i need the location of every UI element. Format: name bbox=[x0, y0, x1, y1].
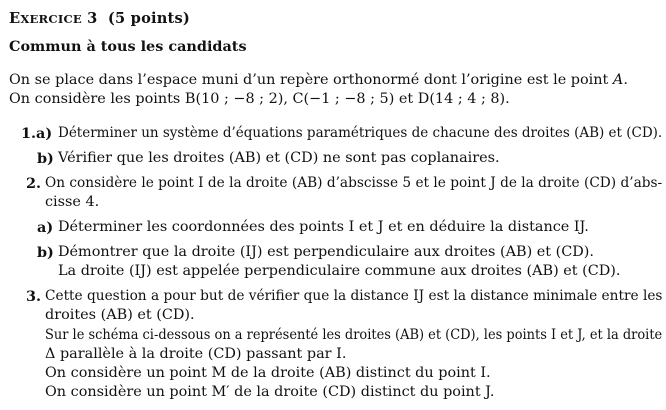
exercise-subtitle: Commun à tous les candidats bbox=[9, 38, 247, 55]
q1b-text: Vérifier que les droites (AB) et (CD) ne sont pas coplanaires. bbox=[58, 150, 500, 166]
q3-line-1: Cette question a pour but de vérifier que la distance IJ est la distance minimale entre les bbox=[45, 288, 663, 304]
q2b-text: Démontrer que la droite (IJ) est perpendiculaire aux droites (AB) et (CD). bbox=[58, 244, 594, 260]
q2b-text-2: La droite (IJ) est appelée perpendiculaire commune aux droites (AB) et (CD). bbox=[58, 263, 621, 279]
q2-text-line-1: On considère le point I de la droite (AB) d’abscisse 5 et le point J de la droite (CD) d’abs- bbox=[45, 175, 663, 191]
intro-line-1-end: . bbox=[623, 72, 628, 88]
q3-line-2: droites (AB) et (CD). bbox=[45, 307, 195, 323]
q2a-label: a) bbox=[37, 219, 54, 236]
q2a-text: Déterminer les coordonnées des points I et J et en déduire la distance IJ. bbox=[58, 219, 589, 235]
q2-text-line-2: cisse 4. bbox=[45, 194, 100, 210]
title-rest: XERCICE bbox=[20, 12, 82, 26]
q2-label: 2. bbox=[26, 175, 42, 192]
intro-point-a: A bbox=[612, 72, 624, 88]
q1a-text: Déterminer un système d’équations paramétriques de chacune des droites (AB) et (CD). bbox=[58, 125, 663, 141]
intro-line-1 bbox=[9, 71, 628, 90]
title-first-letter: E bbox=[9, 10, 21, 27]
intro-line-1-text: On se place dans l’espace muni d’un repère orthonormé dont l’origine est le point bbox=[9, 72, 613, 88]
intro-line-2: On considère les points B(10 ; −8 ; 2), C(−1 ; −8 ; 5) et D(14 ; 4 ; 8). bbox=[9, 91, 510, 107]
q2b-label: b) bbox=[37, 244, 54, 261]
q3-line-6: On considère un point M′ de la droite (CD) distinct du point J. bbox=[45, 384, 495, 400]
q3-line-4: Δ parallèle à la droite (CD) passant par I. bbox=[45, 346, 347, 362]
q1b-label: b) bbox=[37, 150, 54, 167]
q1a-label: 1.a) bbox=[21, 125, 53, 142]
exercise-points: (5 points) bbox=[107, 10, 191, 27]
exercise-title bbox=[9, 9, 190, 29]
exercise-number: 3 bbox=[87, 10, 98, 27]
q3-line-3: Sur le schéma ci-dessous on a représenté les droites (AB) et (CD), les points I et J, et la droite bbox=[45, 327, 663, 343]
q3-label: 3. bbox=[26, 288, 42, 305]
q3-line-5: On considère un point M de la droite (AB) distinct du point I. bbox=[45, 365, 491, 381]
